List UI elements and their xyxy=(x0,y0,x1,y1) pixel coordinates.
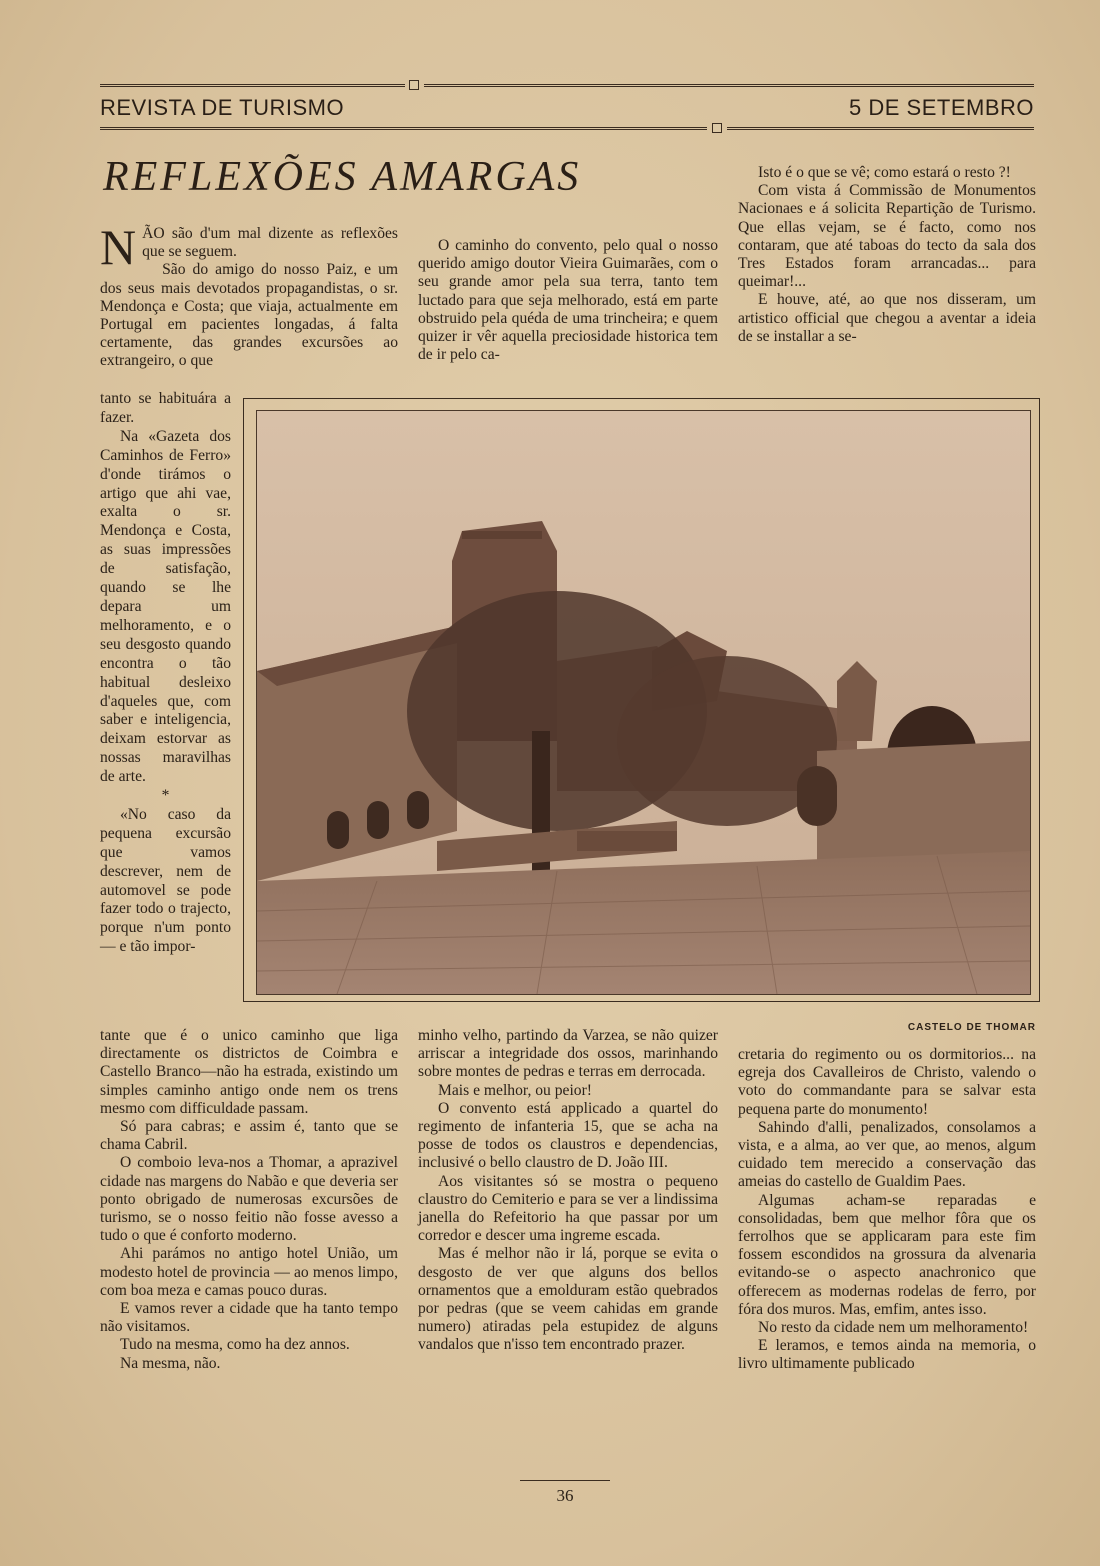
paragraph: Tudo na mesma, como ha dez annos. xyxy=(120,1336,350,1354)
header-top-rule-right xyxy=(424,84,1034,87)
photo-caption: CASTELO DE THOMAR xyxy=(907,1022,1036,1033)
column-1-intro xyxy=(100,219,398,371)
paragraph: «No caso da pequena excursão que vamos descrever, nem de automovel se pode fazer todo o trajecto, porque n'um ponto — e tão impor- xyxy=(100,805,231,956)
paragraph: São do amigo do nosso Paiz, e um dos seus mais devotados propagandistas, o sr. Mendonça e Costa; que viaja, actualmente em Portugal em pacientes longadas, á falta certamente, das grandes excursões ao extrangeiro, o que xyxy=(100,261,398,370)
paragraph: O caminho do convento, pelo qual o nosso querido amigo doutor Vieira Guimarães, com o seu grande amor pela sua terra, tanto tem luctado para que seja melhorado, está em parte obstruido pela quéda de uma trincheira; e quem quizer ir vêr aquella preciosidade historica tem de ir pelo ca- xyxy=(418,237,718,364)
column-1-bottom xyxy=(100,1027,398,1373)
castle-photograph xyxy=(256,410,1031,995)
paragraph: O convento está applicado a quartel do regimento de infanteria 15, que se acha na posse de todos os claustros e dependencias, inclusivé o bello claustro de D. João III. xyxy=(418,1099,718,1172)
paragraph: Aos visitantes só se mostra o pequeno claustro do Cemiterio e para se ver a lindissima janella do Refeitorio ha que passar por um corredor e descer uma ingreme escada. xyxy=(418,1172,718,1245)
paragraph: tanto se habituára a fazer. xyxy=(100,390,231,426)
header-ornament-square xyxy=(409,80,419,90)
section-asterisk: * xyxy=(161,787,170,805)
paragraph: tante que é o unico caminho que liga directamente os districtos de Coimbra e Castello Branco—não ha estrada, existindo um simples caminho antigo onde nem os trens mesmo com difficuldade passam. xyxy=(100,1027,398,1117)
page-number: 36 xyxy=(556,1486,574,1505)
paragraph: Isto é o que se vê; como estará o resto ?! xyxy=(758,164,1011,181)
paragraph: No resto da cidade nem um melhoramento! xyxy=(758,1319,1029,1337)
paragraph: Mas é melhor não ir lá, porque se evita o desgosto de ver que alguns dos bellos ornamentos que a emolduram estão quebrados por pedras (que se veem cahidas em grande numero) atiradas pela estupidez de alguns vandalos que n'isso tem encontrado prazer. xyxy=(418,1245,718,1354)
paragraph: E vamos rever a cidade que ha tanto tempo não visitamos. xyxy=(100,1300,398,1336)
paragraph: cretaria do regimento ou os dormitorios... na egreja dos Cavalleiros de Christo, valendo o voto do commandante para se salvar esta pequena parte do monumento! xyxy=(738,1046,1036,1118)
header-bottom-rule-right xyxy=(727,127,1034,130)
paragraph: O comboio leva-nos a Thomar, a aprazivel cidade nas margens do Nabão e que deveria ser ponto obrigado de numerosas excursões de turismo, se o nosso feitio não fosse avesso a tudo o que é conforto moderno. xyxy=(100,1154,398,1245)
column-2-top xyxy=(418,237,718,364)
running-header-date: 5 DE SETEMBRO xyxy=(849,95,1034,120)
paragraph: Algumas acham-se reparadas e consolidadas, bem que melhor fôra que os ferrolhos que se applicaram para este fim fossem escondidos na grossura da alvenaria evitando-se o aspecto anachronico que offerecem as modernas rodelas de ferro, por fóra dos muros. Mas, emfim, antes isso. xyxy=(738,1191,1036,1318)
column-2-bottom xyxy=(418,1027,718,1355)
paragraph: Na mesma, não. xyxy=(120,1354,221,1372)
paragraph: E houve, até, ao que nos disseram, um artistico official que chegou a aventar a ideia de se installar a se- xyxy=(738,291,1036,345)
paragraph: Só para cabras; e assim é, tanto que se chama Cabril. xyxy=(100,1118,398,1154)
header-top-rule-left xyxy=(100,84,405,87)
paragraph: Com vista á Commissão de Monumentos Nacionaes e á solicita Repartição de Turismo. Que ellas vejam, se é facto, como nos contaram, que até taboas do tecto da sala dos Tres Estados foram arrancadas... para queimar!... xyxy=(738,182,1036,291)
header-bottom-rule-left xyxy=(100,127,707,130)
column-3-top xyxy=(738,164,1036,346)
paragraph: Na «Gazeta dos Caminhos de Ferro» d'onde tirámos o artigo que ahi vae, exalta o sr. Mendonça e Costa, as suas impressões de satisfação, quando se lhe depara um melhoramento, e o seu desgosto quando encontra o tão habitual desleixo d'aqueles que, com saber e inteligencia, deixam estorvar as nossas maravilhas de arte. xyxy=(100,427,231,786)
column-3-bottom xyxy=(738,1046,1036,1374)
header-ornament-square-2 xyxy=(712,123,722,133)
paragraph: minho velho, partindo da Varzea, se não quizer arriscar a integridade dos ossos, marinhando sobre montes de pedras e terras em derrocada. xyxy=(418,1027,718,1081)
running-header-title: REVISTA DE TURISMO xyxy=(100,95,345,120)
paragraph: NÃO são d'um mal dizente as reflexões que se seguem. xyxy=(100,219,398,275)
castle-photo-illustration xyxy=(257,411,1030,994)
paragraph: Mais e melhor, ou peior! xyxy=(438,1081,592,1099)
paragraph: E leramos, e temos ainda na memoria, o livro ultimamente publicado xyxy=(738,1337,1036,1373)
paragraph: Sahindo d'alli, penalizados, consolamos a vista, e a alma, ao ver que, ao menos, algum cuidado tem merecido a conservação das ameias do castello de Gualdim Paes. xyxy=(738,1118,1036,1191)
drop-cap: N xyxy=(100,219,137,275)
article-title: REFLEXÕES AMARGAS xyxy=(103,154,582,200)
column-1-narrow xyxy=(100,390,231,957)
paragraph: Ahi parámos no antigo hotel União, um modesto hotel de provincia — ao menos limpo, com boa meza e camas pouco duras. xyxy=(100,1245,398,1299)
footer-rule xyxy=(520,1480,610,1481)
